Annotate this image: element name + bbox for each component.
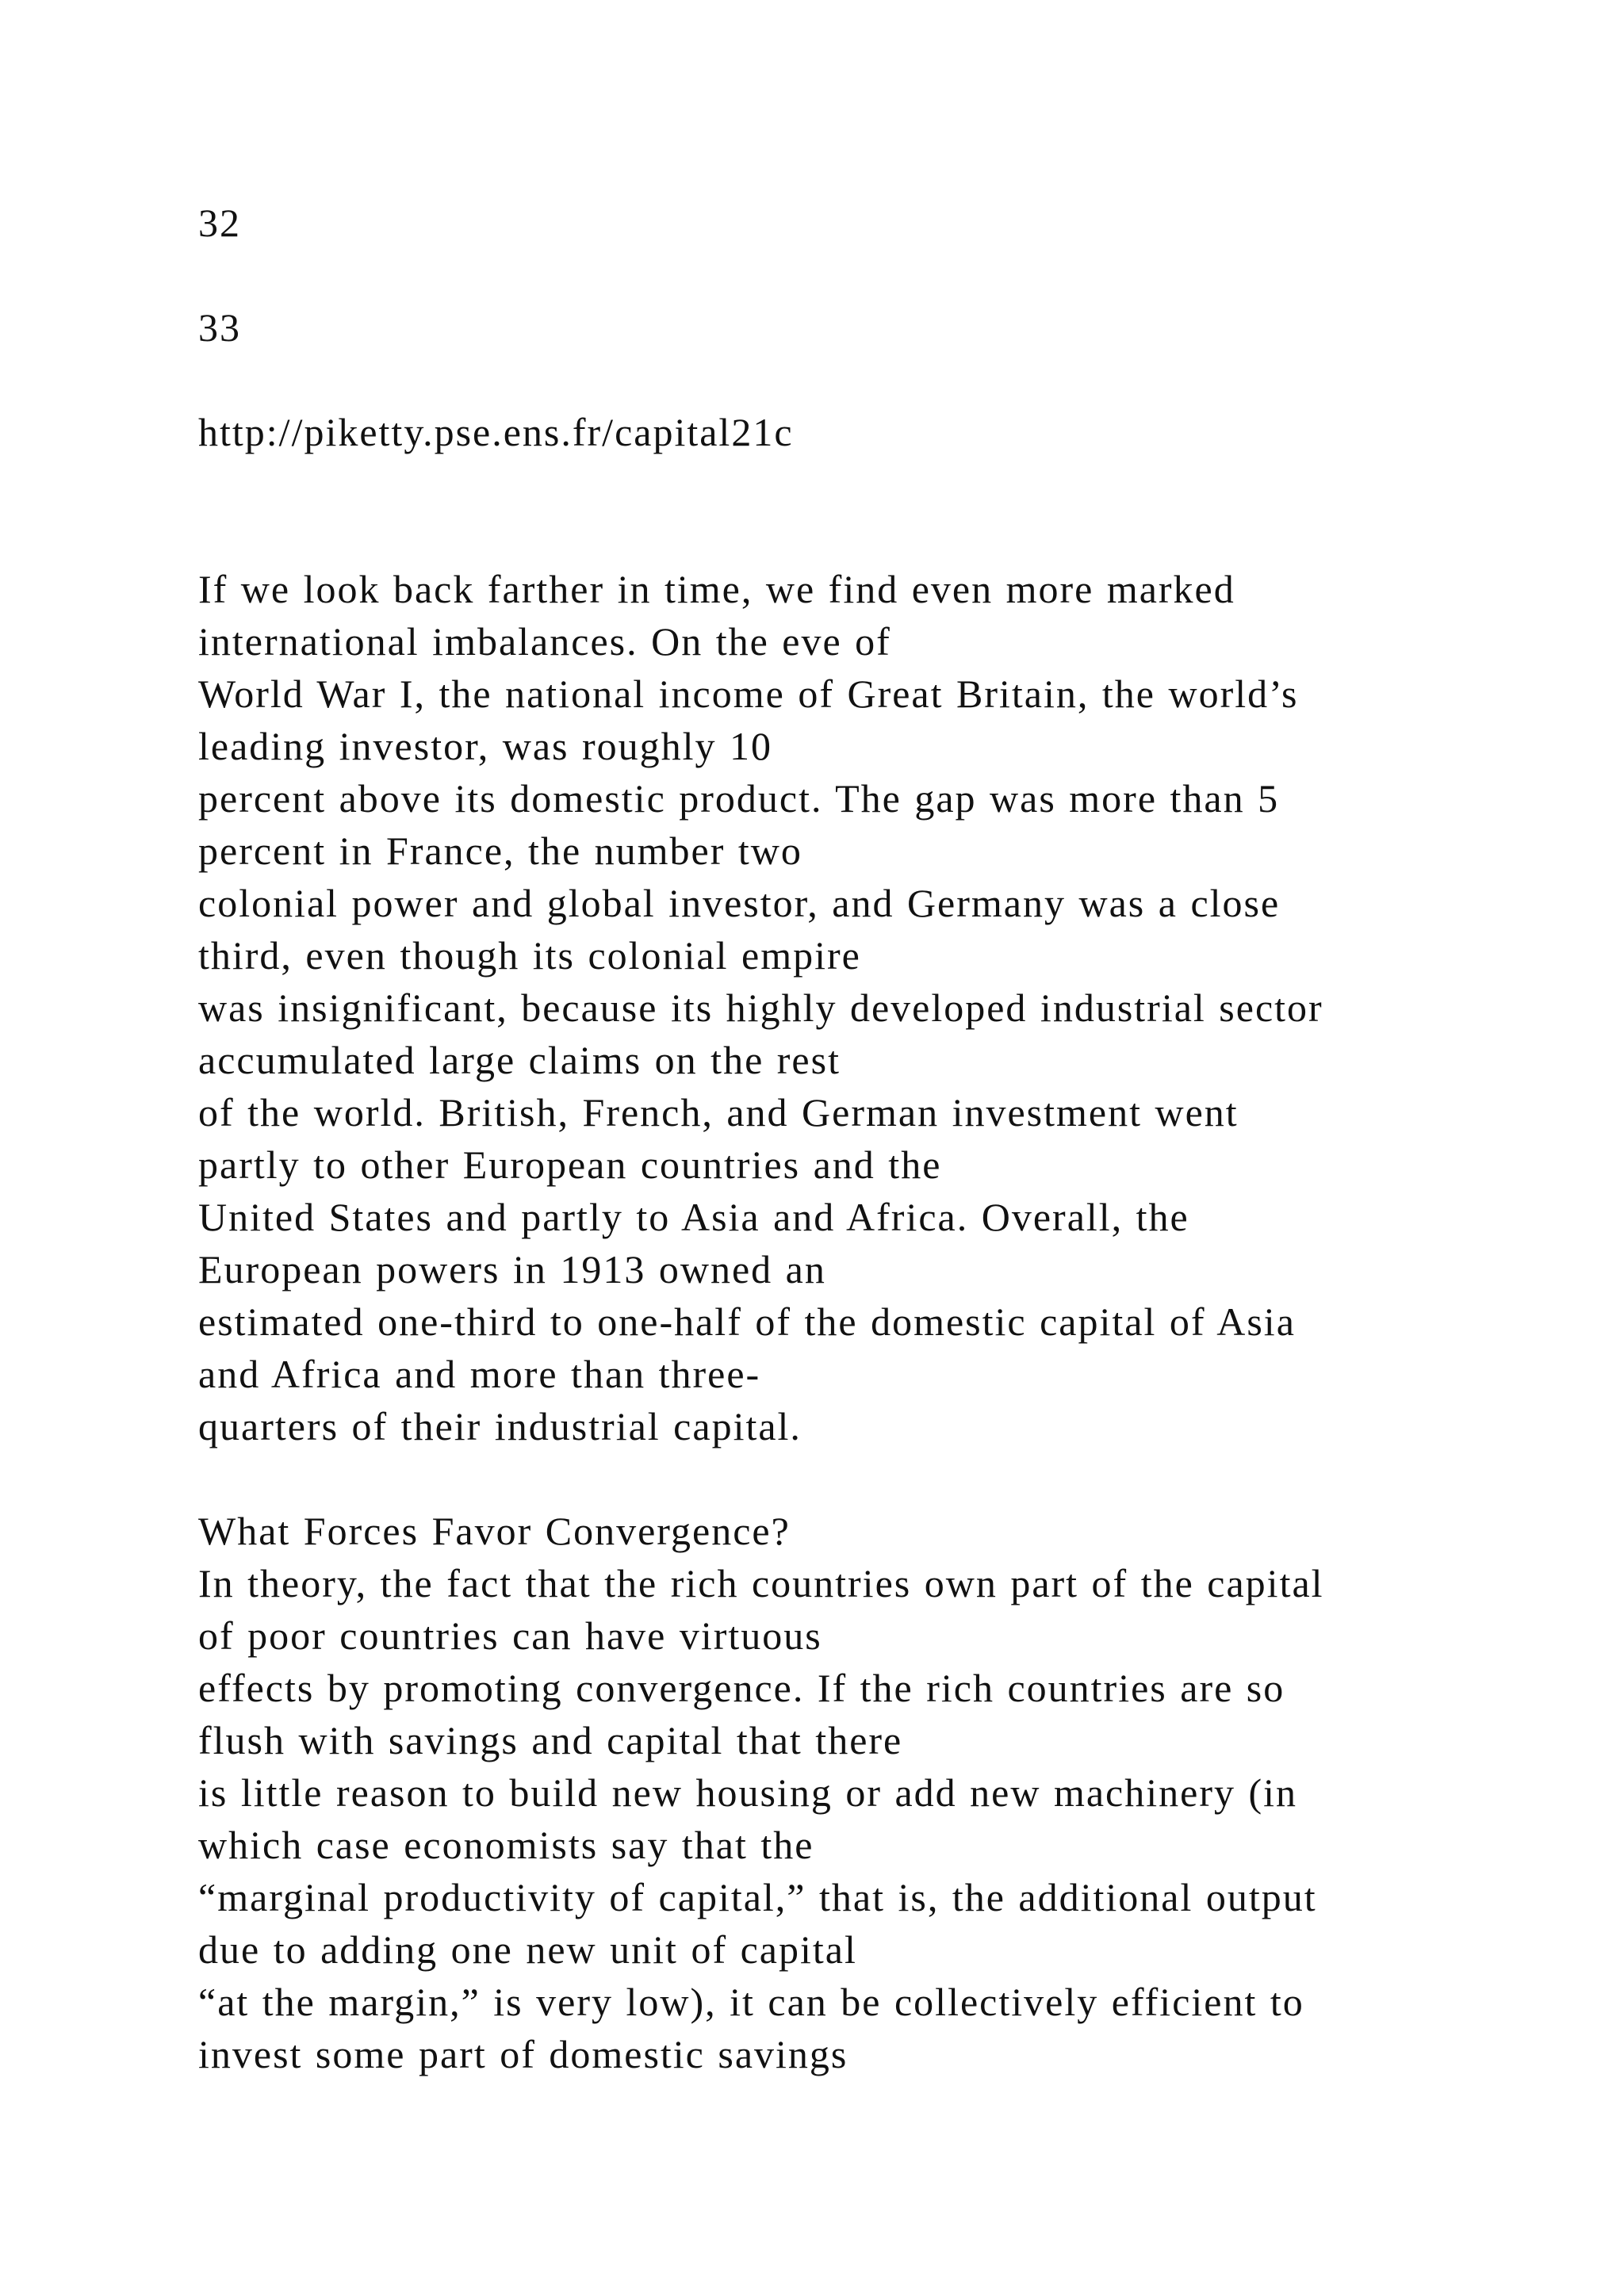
text-line: quarters of their industrial capital. [198, 1404, 802, 1448]
document-body [198, 197, 1507, 2080]
text-line: accumulated large claims on the rest [198, 1038, 841, 1082]
text-line: “marginal productivity of capital,” that is, the additional output [198, 1875, 1317, 1919]
text-line: partly to other European countries and the [198, 1142, 942, 1187]
text-line: of the world. British, French, and German investment went [198, 1090, 1239, 1135]
text-line: effects by promoting convergence. If the rich countries are so [198, 1666, 1285, 1710]
paragraph-convergence-theory [198, 1557, 1507, 2080]
spacer [198, 458, 1507, 563]
text-line: of poor countries can have virtuous [198, 1613, 822, 1658]
text-line: percent in France, the number two [198, 828, 802, 873]
spacer [198, 249, 1507, 301]
text-line: due to adding one new unit of capital [198, 1927, 857, 1972]
text-line: which case economists say that the [198, 1823, 814, 1867]
text-line: invest some part of domestic savings [198, 2032, 848, 2076]
text-line: If we look back farther in time, we find even more marked [198, 567, 1235, 611]
text-line: European powers in 1913 owned an [198, 1247, 826, 1292]
text-line: In theory, the fact that the rich countries own part of the capital [198, 1561, 1324, 1605]
text-line: international imbalances. On the eve of [198, 619, 891, 664]
spacer [198, 1452, 1507, 1505]
source-url: http://piketty.pse.ens.fr/capital21c [198, 410, 794, 454]
text-line: and Africa and more than three- [198, 1352, 761, 1396]
paragraph-international-imbalances [198, 563, 1507, 1452]
text-line: leading investor, was roughly 10 [198, 724, 773, 768]
text-line: estimated one-third to one-half of the domestic capital of Asia [198, 1299, 1296, 1344]
text-line: is little reason to build new housing or add new machinery (in [198, 1770, 1298, 1815]
text-line: World War I, the national income of Great Britain, the world’s [198, 672, 1299, 716]
spacer [198, 354, 1507, 406]
text-line: flush with savings and capital that there [198, 1718, 903, 1762]
text-line: was insignificant, because its highly developed industrial sector [198, 985, 1323, 1030]
text-line: colonial power and global investor, and Germany was a close [198, 881, 1281, 925]
text-line: third, even though its colonial empire [198, 933, 861, 978]
text-line: “at the margin,” is very low), it can be collectively efficient to [198, 1980, 1304, 2024]
page-number-33: 33 [198, 305, 241, 350]
text-line: United States and partly to Asia and Africa. Overall, the [198, 1195, 1189, 1239]
text-line: percent above its domestic product. The gap was more than 5 [198, 776, 1280, 821]
section-heading: What Forces Favor Convergence? [198, 1509, 791, 1553]
page-number-32: 32 [198, 201, 241, 245]
